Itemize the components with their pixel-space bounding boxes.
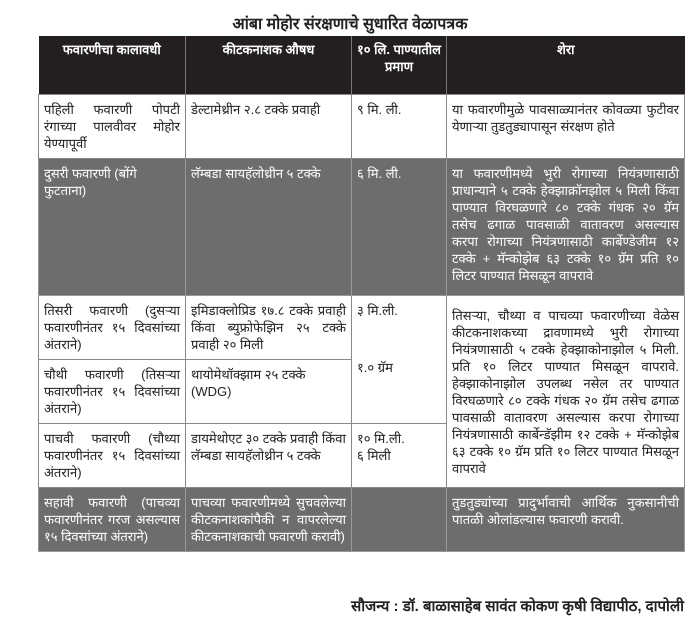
- remark-cell: या फवारणीमुळे पावसाळ्यानंतर कोवळ्या फुटीवर येणाऱ्या तुडतुड्यापासून संरक्षण होते: [447, 95, 685, 159]
- pesticide-cell: पाचव्या फवारणीमध्ये सुचवलेल्या कीटकनाशकांपैकी न वापरलेल्या कीटकनाशकाची फवारणी करावी): [186, 488, 352, 552]
- dose-value: १० मि.ली.: [357, 431, 405, 446]
- dose-cell: [352, 424, 447, 488]
- dose-value: १.० ग्रॅम: [357, 360, 393, 375]
- period-cell: सहावी फवारणी (पाचव्या फवारणीनंतर गरज असल्यास १५ दिवसांच्या अंतराने): [39, 488, 186, 552]
- remark-cell: या फवारणीमध्ये भुरी रोगाच्या नियंत्रणासाठी प्राधान्याने ५ टक्के हेक्झाक्रॉनझोल ५ मिली किंवा पाण्यात विरघळणारे ८० टक्के गंधक २० ग्रॅम तसेच ढगाळ पावसाळी वातावरण असल्यास करपा रोगाच्या नियंत्रणासाठी कार्बेण्डेजीम १२ टक्के + मॅन्कोझेब ६३ टक्के १० ग्रॅम प्रति १० लिटर पाण्यात मिसळून वापरावे: [447, 159, 685, 296]
- dose-cell: ६ मि. ली.: [352, 159, 447, 296]
- page-title: आंबा मोहोर संरक्षणाचे सुधारित वेळापत्रक: [232, 16, 468, 33]
- pesticide-cell: थायोमेथॉक्झाम २५ टक्के (WDG): [186, 360, 352, 424]
- dose-value: ३ मि.ली.: [357, 303, 398, 318]
- pesticide-cell: डेल्टामेथ्रीन २.८ टक्के प्रवाही: [186, 95, 352, 159]
- dose-cell: [352, 488, 447, 552]
- pesticide-cell: लॅम्बडा सायहॅलोथ्रीन ५ टक्के: [186, 159, 352, 296]
- header-period: फवारणीचा कालावधी: [39, 36, 186, 95]
- period-cell: चौथी फवारणी (तिसऱ्या फवारणीनंतर १५ दिवसांच्या अंतराने): [39, 360, 186, 424]
- period-cell: पहिली फवारणी पोपटी रंगाच्या पालवीवर मोहोर येण्यापूर्वी: [39, 95, 186, 159]
- period-cell: तिसरी फवारणी (दुसऱ्या फवारणीनंतर १५ दिवसांच्या अंतराने): [39, 296, 186, 360]
- table-row: [39, 296, 685, 360]
- table-row: [39, 488, 685, 552]
- dose-cell: ९ मि. ली.: [352, 95, 447, 159]
- header-remark: शेरा: [447, 36, 685, 95]
- remark-cell: तिसऱ्या, चौथ्या व पाचव्या फवारणीच्या वेळेस कीटकनाशकच्या द्रावणामध्ये भुरी रोगाच्या नियंत्रणासाठी ५ टक्के हेक्झाकोनाझोल ५ मिली. प्रति १० लिटर पाण्यात मिसळून वापरावे. हेक्झाकोनाझोल उपलब्ध नसेल तर पाण्यात विरघळणारे ८० टक्के गंधक २० ग्रॅम तसेच ढगाळ पावसाळी वातावरण असल्यास करपा रोगाच्या नियंत्रणासाठी कार्बेन्डॅझीम १२ टक्के + मॅन्कोझेब ६३ टक्के १० ग्रॅम प्रति १० लिटर पाण्यात मिसळून वापरावे: [447, 296, 685, 488]
- period-cell: पाचवी फवारणी (चौथ्या फवारणीनंतर १५ दिवसांच्या अंतराने): [39, 424, 186, 488]
- spray-schedule-table: [38, 36, 685, 552]
- dose-value: ६ मिली: [357, 448, 391, 463]
- table-row: [39, 159, 685, 296]
- remark-cell: तुडतुड्यांच्या प्रादुर्भावाची आर्थिक नुकसानीची पातळी ओलांडल्यास फवारणी करावी.: [447, 488, 685, 552]
- header-dose: १० लि. पाण्यातील प्रमाण: [352, 36, 447, 95]
- pesticide-cell: डायमेथोएट ३० टक्के प्रवाही किंवा लॅम्बडा सायहॅलोथ्रीन ५ टक्के: [186, 424, 352, 488]
- table-header: [39, 36, 685, 95]
- pesticide-cell: इमिडाक्लोप्रिड १७.८ टक्के प्रवाही किंवा ब्युफ्रोफेझिन २५ टक्के प्रवाही २० मिली: [186, 296, 352, 360]
- header-pesticide: कीटकनाशक औषध: [186, 36, 352, 95]
- period-cell: दुसरी फवारणी (बोंगे फुटताना): [39, 159, 186, 296]
- credit-line: सौजन्य : डॉ. बाळासाहेब सावंत कोकण कृषी विद्यापीठ, दापोली: [351, 598, 684, 615]
- dose-cell: [352, 296, 447, 424]
- table-row: [39, 95, 685, 159]
